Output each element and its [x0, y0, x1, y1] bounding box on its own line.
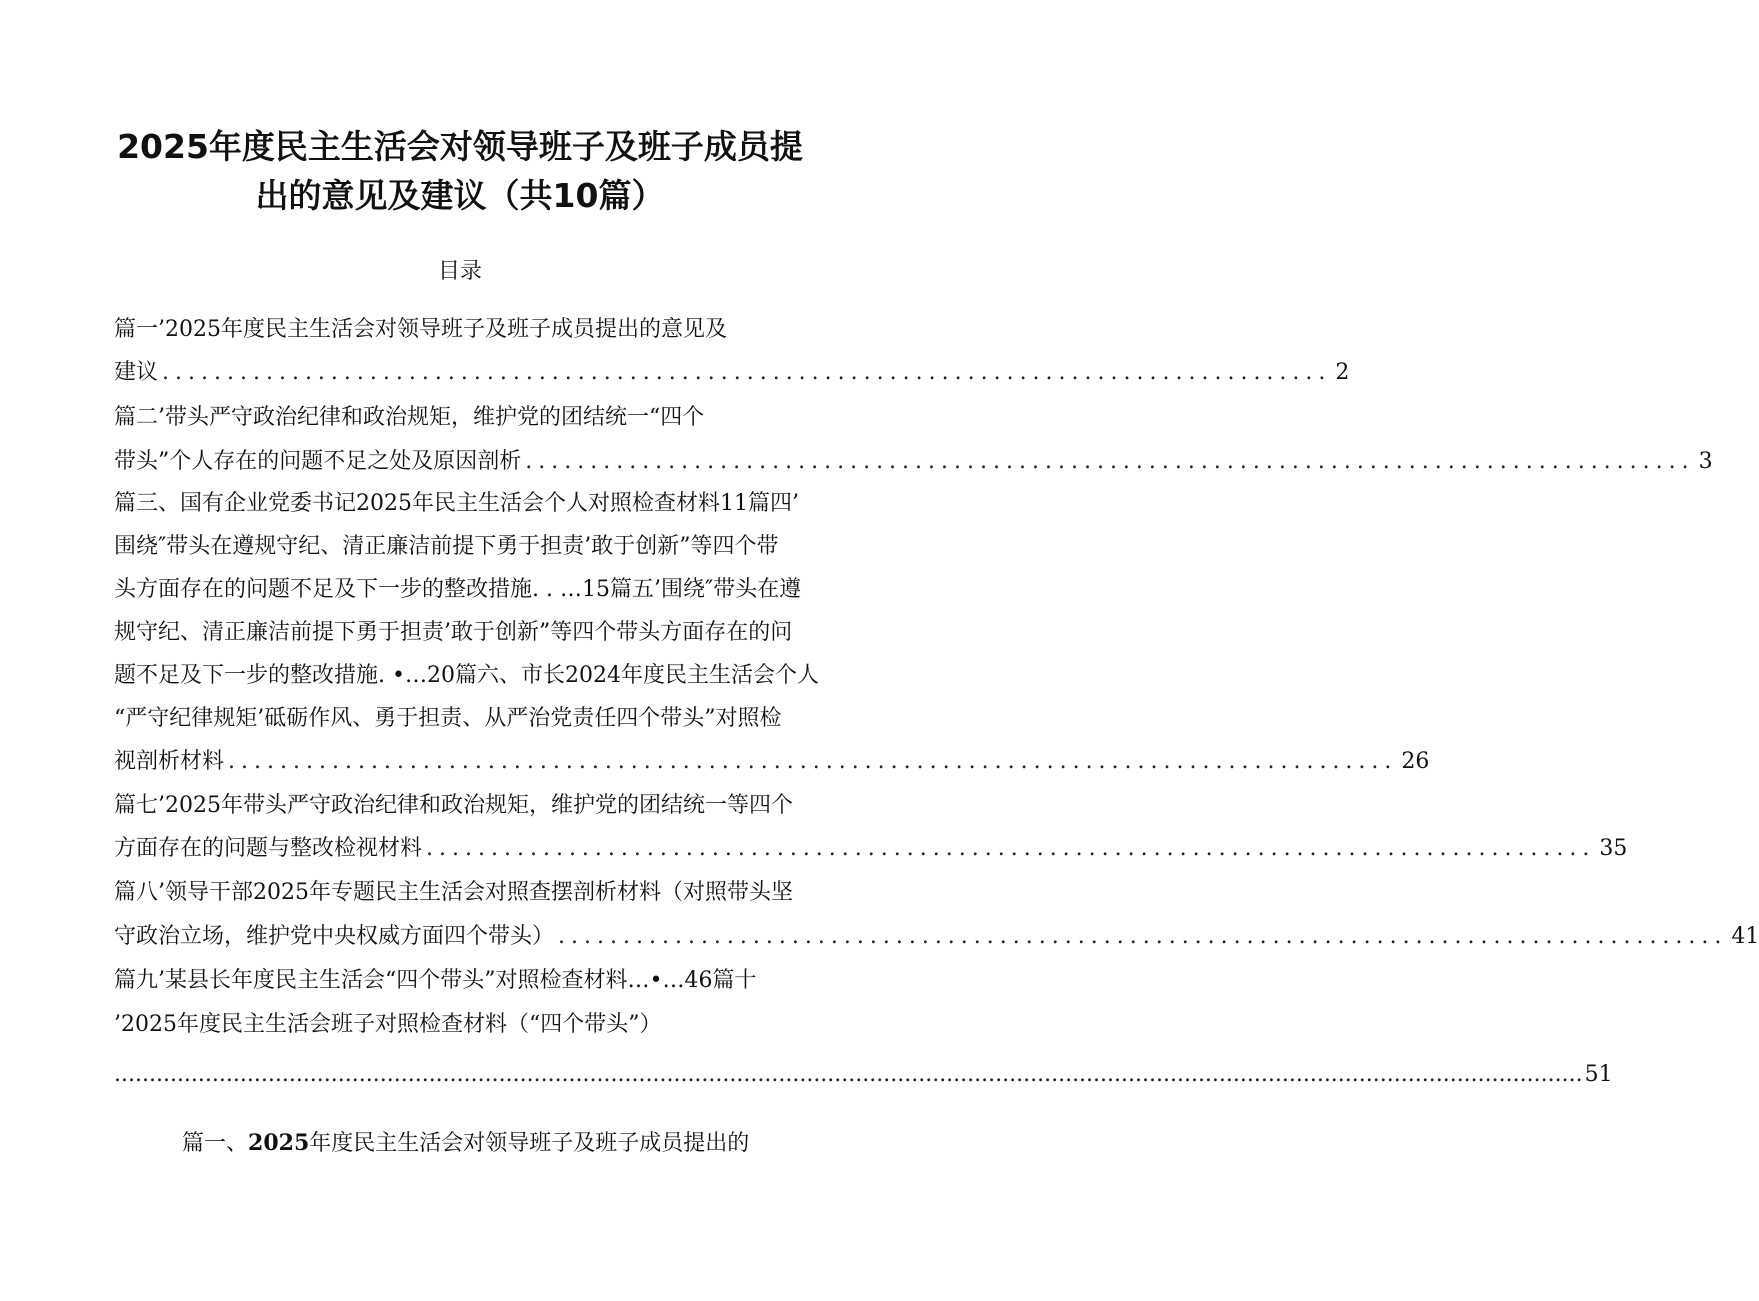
toc-line-text: ’2025年度民主生活会班子对照检查材料（“四个带头”）	[114, 1012, 662, 1037]
toc-dot-leader: ..........................................................................................	[558, 924, 1728, 949]
toc-line	[114, 964, 834, 998]
toc-page-number: 26	[1401, 749, 1430, 774]
toc-line-text: 篇八’领导干部2025年专题民主生活会对照查摆剖析材料（对照带头坚	[114, 880, 793, 905]
toc-line-text: 带头”个人存在的问题不足之处及原因剖析	[114, 449, 522, 474]
toc-line-text: 方面存在的问题与整改检视材料	[114, 836, 423, 861]
section-heading-prefix: 篇一、	[182, 1131, 249, 1156]
toc-heading: 目录	[437, 259, 482, 284]
toc-dot-leader: ..........................................................................................	[228, 749, 1398, 774]
toc-entry-10[interactable]	[114, 1058, 1613, 1092]
toc-line-text: 篇九’某县长年度民主生活会“四个带头”对照检查材料…•…46篇十	[114, 968, 757, 993]
toc-page-number: 35	[1599, 836, 1628, 861]
section-heading-year: 2025	[248, 1130, 310, 1156]
toc-line-text: 视剖析材料	[114, 749, 225, 774]
toc-line	[114, 313, 834, 347]
toc-page-number: 51	[1584, 1062, 1613, 1087]
toc-line-text: 篇三、国有企业党委书记2025年民主生活会个人对照检查材料11篇四’	[114, 491, 799, 516]
toc-line-text: 头方面存在的问题不足及下一步的整改措施. . …15篇五’围绕″带头在遵	[114, 577, 802, 602]
toc-line-text: 篇一’2025年度民主生活会对领导班子及班子成员提出的意见及	[114, 317, 727, 342]
toc-entry-6[interactable]	[114, 745, 1430, 779]
toc-line-text: 篇二’带头严守政治纪律和政治规矩，维护党的团结统一“四个	[114, 405, 705, 430]
document-title-line-2: 出的意见及建议（共10篇）	[255, 176, 665, 215]
section-heading	[182, 1127, 749, 1160]
toc-line	[114, 789, 834, 823]
toc-line	[114, 487, 834, 521]
toc-line-text: 规守纪、清正廉洁前提下勇于担责’敢于创新”等四个带头方面存在的问	[114, 620, 793, 645]
toc-dot-leader: ..........................................................................................	[525, 449, 1695, 474]
toc-line-text: 围绕″带头在遵规守纪、清正廉洁前提下勇于担责’敢于创新”等四个带	[114, 534, 779, 559]
toc-line	[114, 616, 834, 650]
toc-entry-1[interactable]	[114, 356, 1350, 390]
toc-line	[114, 1008, 834, 1042]
toc-page-number: 3	[1698, 449, 1713, 474]
toc-page-number: 41	[1731, 924, 1759, 949]
toc-line	[114, 573, 834, 607]
toc-line-text: 篇七’2025年带头严守政治纪律和政治规矩，维护党的团结统一等四个	[114, 793, 793, 818]
toc-dot-leader: ..........................................................................................	[426, 836, 1596, 861]
toc-line	[114, 876, 834, 910]
toc-line	[114, 401, 834, 435]
toc-dot-leader: ..........................................................................................	[162, 360, 1332, 385]
toc-entry-2[interactable]	[114, 445, 1713, 479]
toc-dot-leader: ..................................................................................................................................................................................................................	[114, 1062, 1583, 1087]
toc-line	[114, 702, 834, 736]
toc-line-text: “严守纪律规矩’砥砺作风、勇于担责、从严治党责任四个带头”对照检	[114, 706, 782, 731]
toc-line	[114, 530, 834, 564]
document-title-line-1: 2025年度民主生活会对领导班子及班子成员提	[117, 127, 803, 166]
toc-page-number: 2	[1335, 360, 1350, 385]
toc-line	[114, 659, 834, 693]
toc-line-text: 题不足及下一步的整改措施. •…20篇六、市长2024年度民主生活会个人	[114, 663, 819, 688]
toc-entry-8[interactable]	[114, 920, 1759, 954]
toc-line-text: 守政治立场，维护党中央权威方面四个带头）	[114, 924, 555, 949]
section-heading-rest: 年度民主生活会对领导班子及班子成员提出的	[309, 1131, 750, 1156]
toc-line-text: 建议	[114, 360, 159, 385]
toc-entry-7[interactable]	[114, 832, 1628, 866]
